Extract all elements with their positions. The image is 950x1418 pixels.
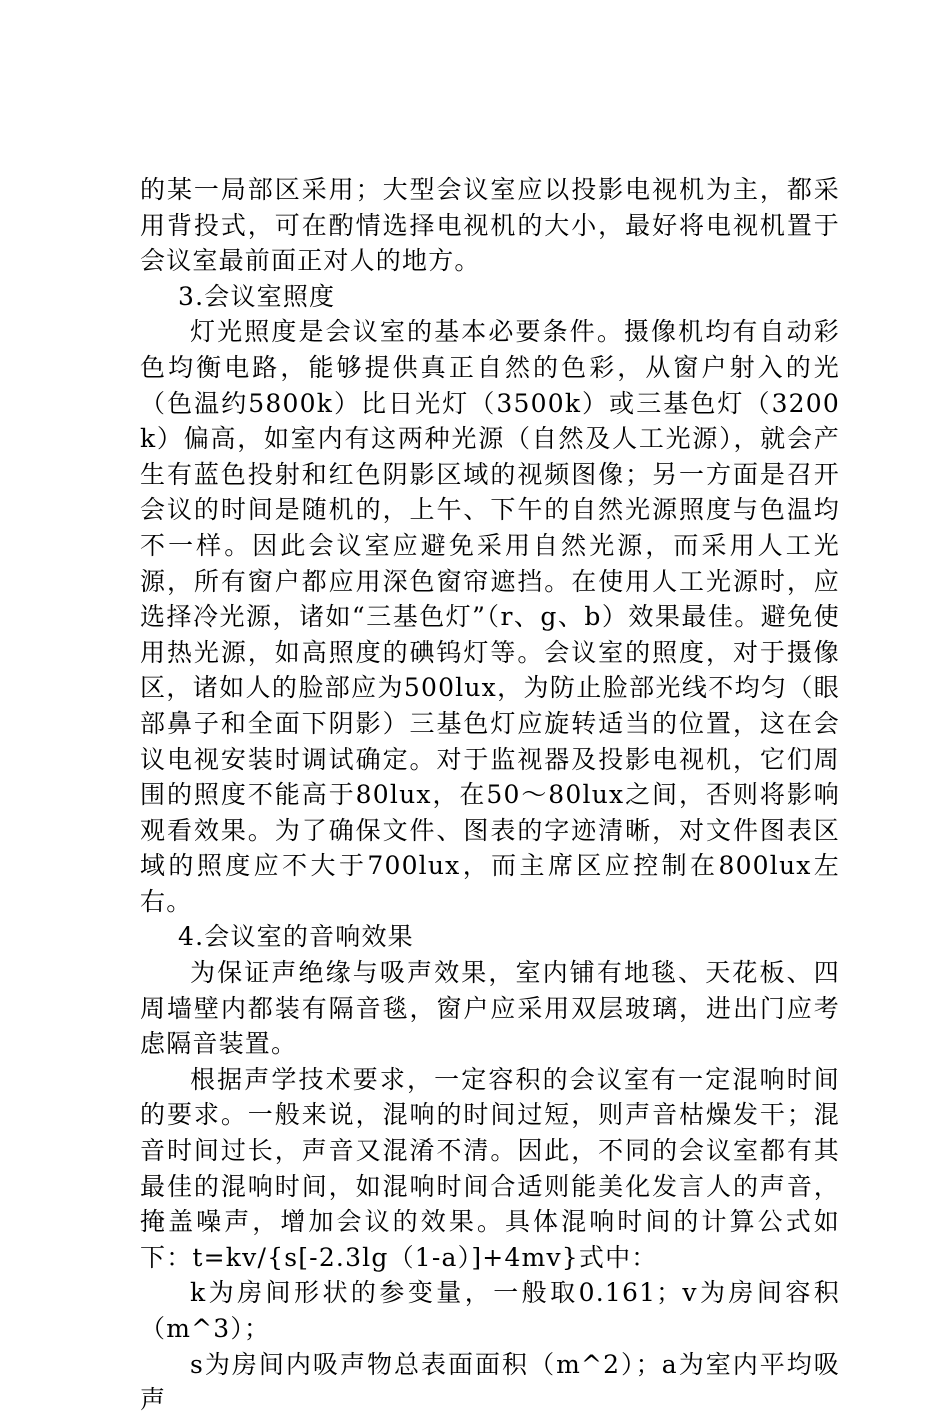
heading-acoustics: 4.会议室的音响效果 bbox=[178, 922, 414, 952]
paragraph-formula-k-v: k为房间形状的参变量，一般取0.161；v为房间容积（m^3）； bbox=[140, 1278, 840, 1343]
heading-illumination: 3.会议室照度 bbox=[178, 281, 336, 311]
paragraph-tv-placement: 的某一局部区采用；大型会议室应以投影电视机为主，都采用背投式，可在酌情选择电视机的大小，最好将电视机置于会议室最前面正对人的地方。 bbox=[140, 175, 840, 276]
paragraph-formula-s-a: s为房间内吸声物总表面面积（m^2）；a为室内平均吸声 bbox=[140, 1349, 840, 1415]
document-page bbox=[140, 172, 840, 1418]
paragraph-reverberation: 根据声学技术要求，一定容积的会议室有一定混响时间的要求。一般来说，混响的时间过短，则声音枯燥发干；混音时间过长，声音又混淆不清。因此，不同的会议室都有其最佳的混响时间，如混响时间合适则能美化发言人的声音，掩盖噪声，增加会议的效果。具体混响时间的计算公式如下：t=kv/{s[-2.3lg（1-a）]+4mv}式中： bbox=[140, 1064, 840, 1272]
paragraph-illumination: 灯光照度是会议室的基本必要条件。摄像机均有自动彩色均衡电路，能够提供真正自然的色彩，从窗户射入的光（色温约5800k）比日光灯（3500k）或三基色灯（3200k）偏高，如室内有这两种光源（自然及人工光源），就会产生有蓝色投射和红色阴影区域的视频图像；另一方面是召开会议的时间是随机的，上午、下午的自然光源照度与色温均不一样。因此会议室应避免采用自然光源，而采用人工光源，所有窗户都应用深色窗帘遮挡。在使用人工光源时，应选择冷光源，诸如“三基色灯”（r、g、b）效果最佳。避免使用热光源，如高照度的碘钨灯等。会议室的照度，对于摄像区，诸如人的脸部应为500lux，为防止脸部光线不均匀（眼部鼻子和全面下阴影）三基色灯应旋转适当的位置，这在会议电视安装时调试确定。对于监视器及投影电视机，它们周围的照度不能高于80lux，在50～80lux之间，否则将影响观看效果。为了确保文件、图表的字迹清晰，对文件图表区域的照度应不大于700lux，而主席区应控制在800lux左右。 bbox=[140, 317, 840, 916]
paragraph-sound-insulation: 为保证声绝缘与吸声效果，室内铺有地毯、天花板、四周墙壁内都装有隔音毯，窗户应采用双层玻璃，进出门应考虑隔音装置。 bbox=[140, 958, 840, 1059]
